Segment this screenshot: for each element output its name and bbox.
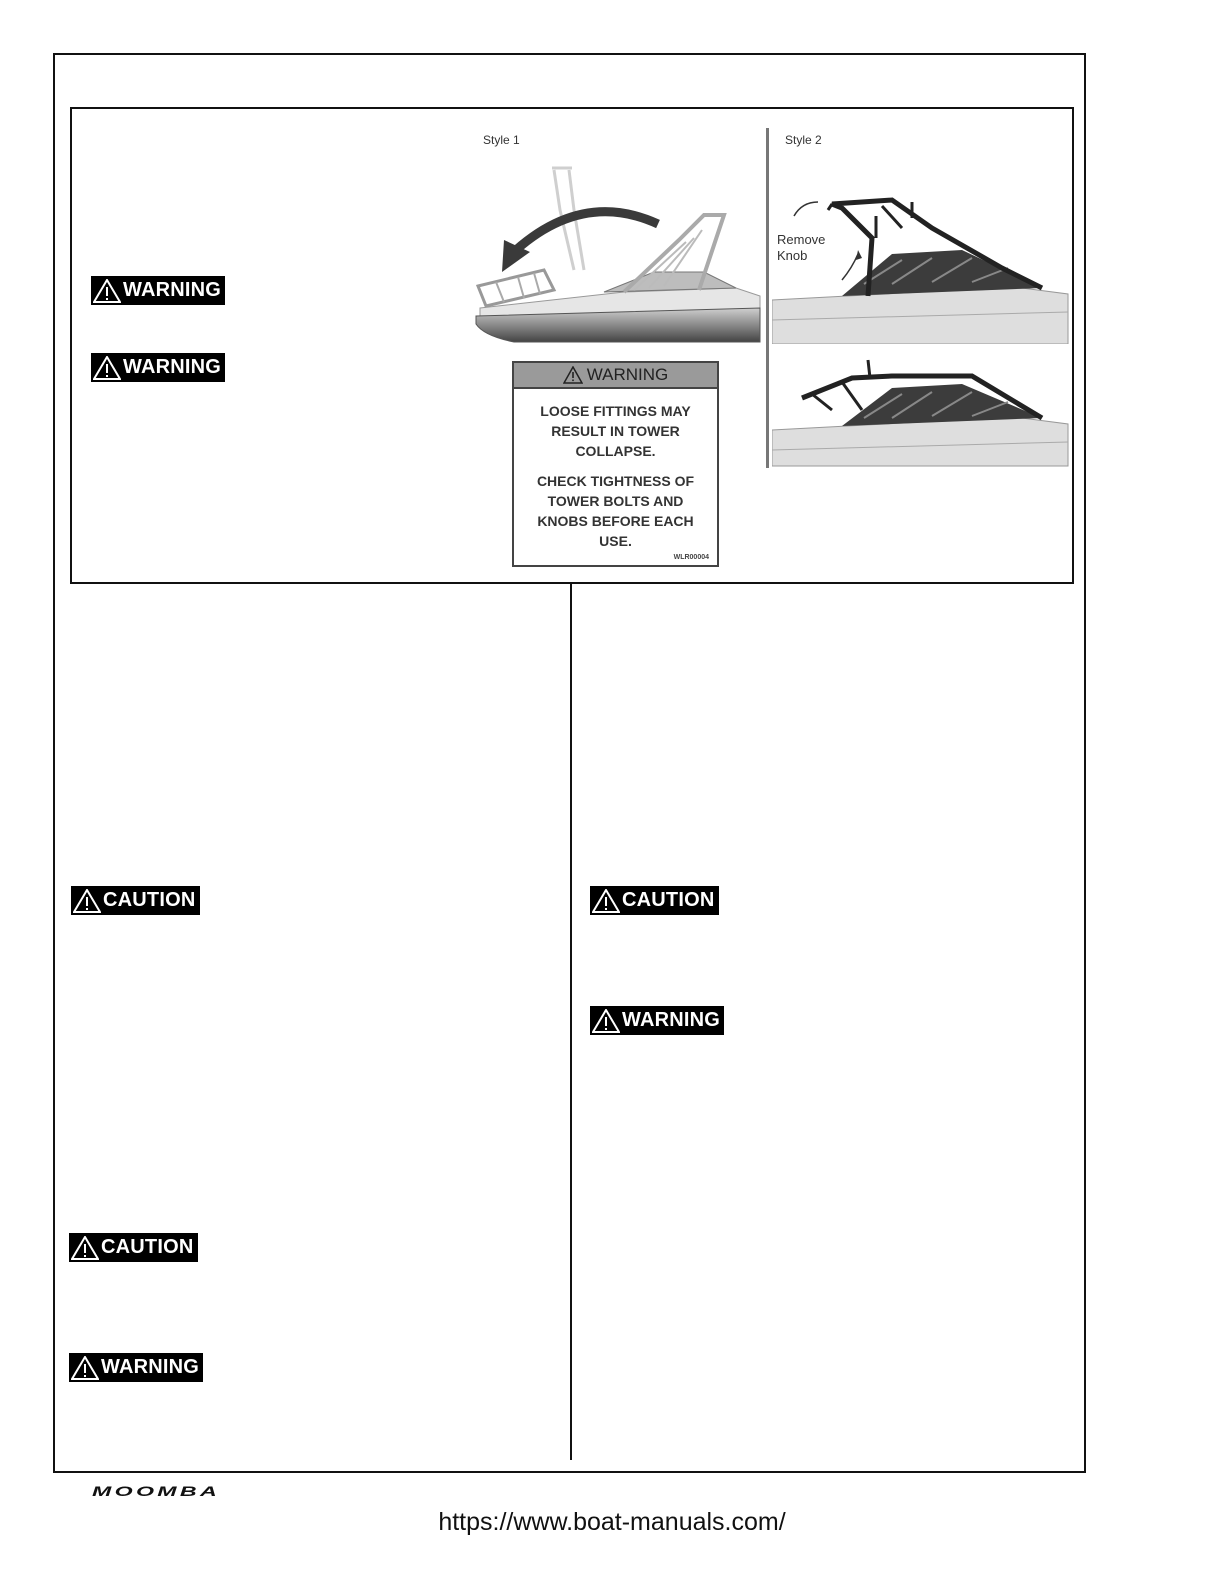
moomba-logo <box>92 1484 222 1498</box>
column-divider <box>570 584 572 1460</box>
decal-code: WLR00004 <box>673 554 709 561</box>
caution-label: CAUTION <box>71 886 200 915</box>
warning-triangle-icon <box>71 1356 99 1380</box>
warning-triangle-icon <box>71 1236 99 1260</box>
warning-triangle-icon <box>563 366 583 384</box>
warning-triangle-icon <box>93 279 121 303</box>
caution-label: CAUTION <box>69 1233 198 1262</box>
warning-label: WARNING <box>91 353 225 382</box>
warning-triangle-icon <box>73 889 101 913</box>
warning-triangle-icon <box>592 1009 620 1033</box>
decal-paragraph-1: LOOSE FITTINGS MAY RESULT IN TOWER COLLAPSE. <box>540 403 691 459</box>
decal-paragraph-2: CHECK TIGHTNESS OF TOWER BOLTS AND KNOBS BEFORE EACH USE. <box>536 473 695 549</box>
style1-tower-illustration <box>474 160 762 346</box>
style1-label: Style 1 <box>483 133 520 147</box>
warning-label: WARNING <box>590 1006 724 1035</box>
style2-lower-illustration <box>772 358 1070 468</box>
warning-decal <box>512 361 719 567</box>
warning-label: WARNING <box>69 1353 203 1382</box>
decal-header: WARNING <box>514 363 717 389</box>
style2-upper-illustration <box>772 188 1070 344</box>
remove-knob-callout: Remove Knob <box>777 232 826 263</box>
warning-label: WARNING <box>91 276 225 305</box>
figure-divider <box>766 128 769 468</box>
svg-text:MOOMBA: MOOMBA <box>92 1484 220 1498</box>
warning-triangle-icon <box>592 889 620 913</box>
style2-label: Style 2 <box>785 133 822 147</box>
caution-label: CAUTION <box>590 886 719 915</box>
footer-url[interactable]: https://www.boat-manuals.com/ <box>438 1508 786 1536</box>
warning-triangle-icon <box>93 356 121 380</box>
